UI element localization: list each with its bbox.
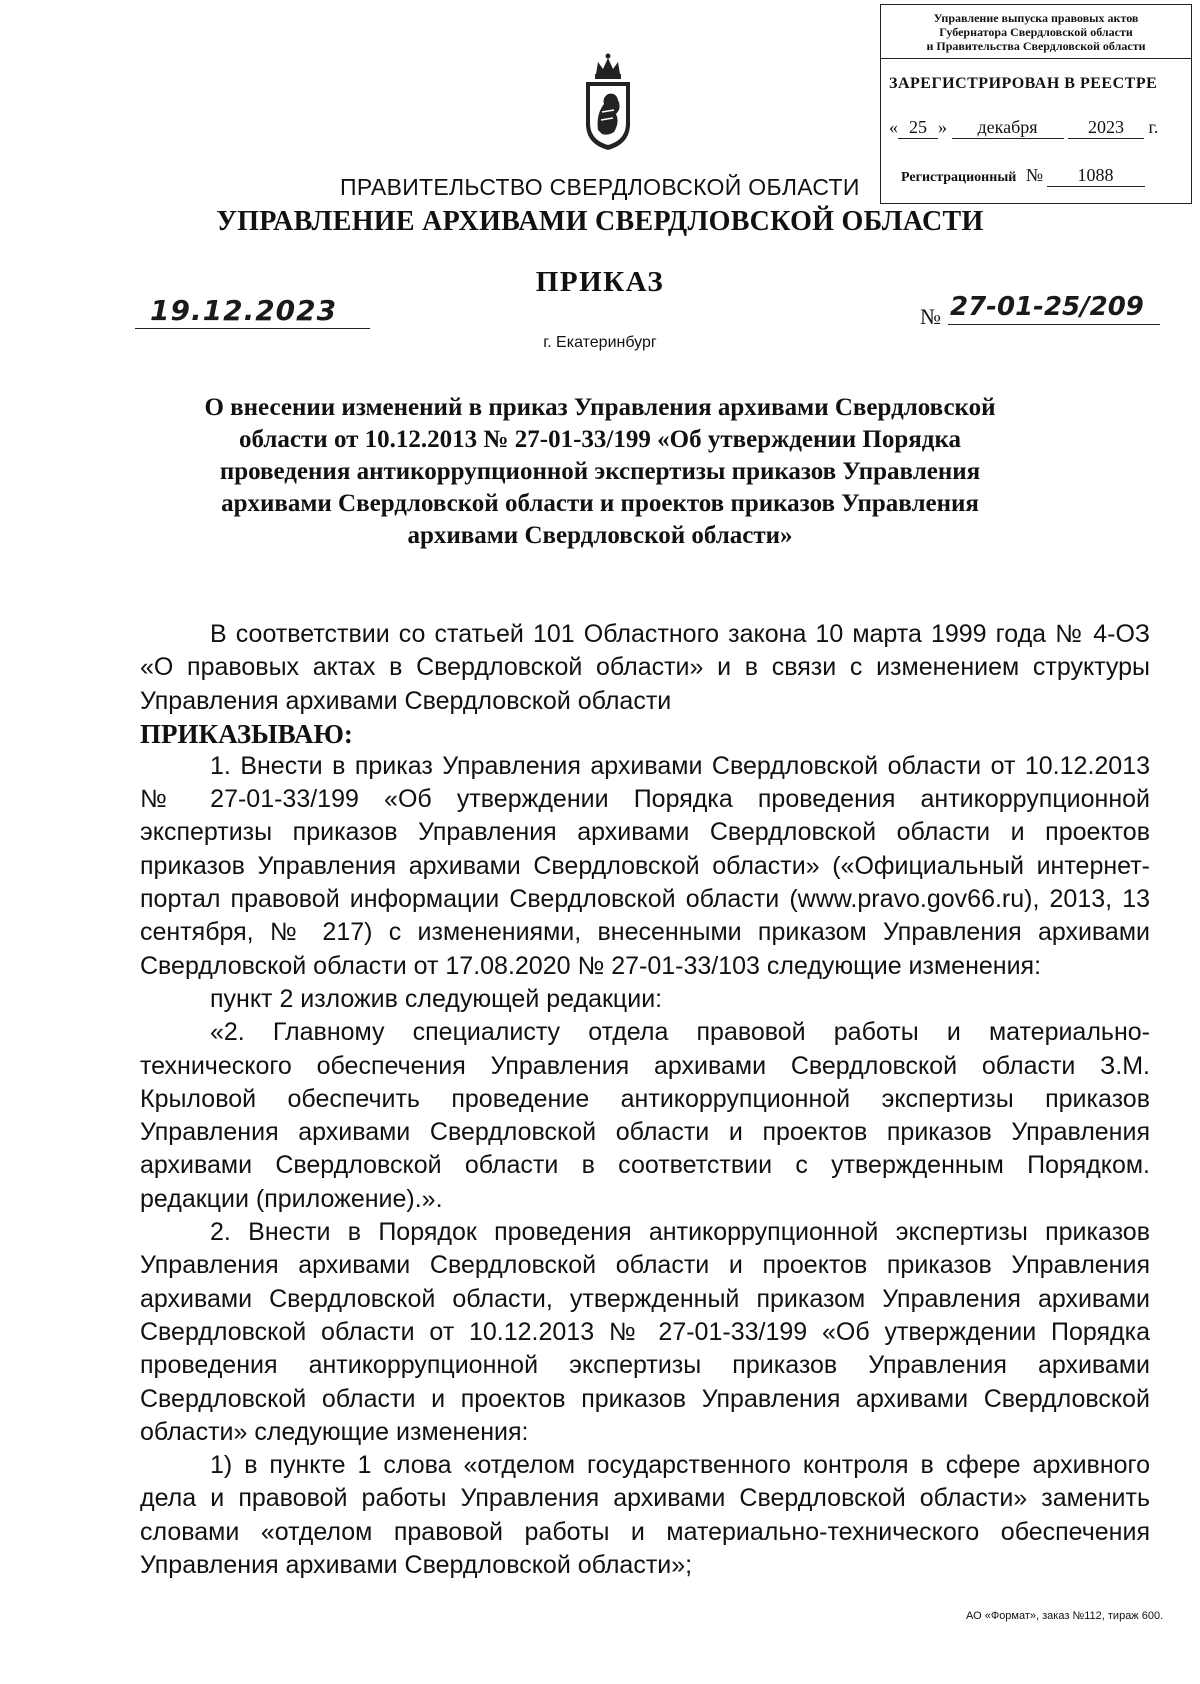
- government-name: ПРАВИТЕЛЬСТВО СВЕРДЛОВСКОЙ ОБЛАСТИ: [340, 174, 860, 200]
- stamp-reg-number: [901, 165, 1145, 187]
- stamp-header-line: Управление выпуска правовых актов: [933, 11, 1139, 25]
- city: г. Екатеринбург: [543, 334, 657, 351]
- number-underline: [948, 324, 1160, 325]
- registration-stamp: [880, 4, 1192, 204]
- preamble-paragraph: В соответствии со статьей 101 Областного закона 10 марта 1999 года № 4-ОЗ «О правовых актах в Свердловской области» и в связи с изменением структуры Управления архивами Свердловской области: [140, 620, 1150, 715]
- stamp-reg-number-value: 1088: [1047, 165, 1145, 187]
- stamp-date-year-suffix: г.: [1148, 117, 1159, 137]
- printer-footer: АО «Формат», заказ №112, тираж 600.: [966, 1610, 1164, 1622]
- handwritten-number: 27-01-25/209: [950, 292, 1144, 322]
- stamp-header-line: и Правительства Свердловской области: [926, 39, 1146, 53]
- stamp-date-year: 2023: [1068, 117, 1144, 139]
- handwritten-date: 19.12.2023: [150, 294, 338, 327]
- stamp-date: [889, 117, 1158, 139]
- number-label: №: [920, 304, 941, 329]
- item-1-sub-paragraph: пункт 2 изложив следующей редакции:: [210, 984, 663, 1013]
- coat-of-arms-icon: [578, 52, 638, 154]
- item-2-paragraph: 2. Внести в Порядок проведения антикоррупционной экспертизы приказов Управления архивами Свердловской области и проектов приказов Управления архивами Свердловской области, утвержденный приказом Управления архивами Свердловской области от 10.12.2013 № 27-01-33/199 «Об утверждении Порядка проведения антикоррупционной экспертизы приказов Управления архивами Свердловской области и проектов приказов Управления архивами Свердловской области» следующие изменения:: [140, 1218, 1150, 1446]
- department-name: УПРАВЛЕНИЕ АРХИВАМИ СВЕРДЛОВСКОЙ ОБЛАСТИ: [216, 206, 984, 237]
- date-underline: [135, 328, 370, 329]
- order-subject: О внесении изменений в приказ Управления архивами Свердловской области от 10.12.2013 № 27-01-33/199 «Об утверждении Порядка проведения антикоррупционной экспертизы приказов Управления архивами Свердловской области и проектов приказов Управления архивами Свердловской области»: [204, 394, 996, 549]
- stamp-date-close-quote: »: [938, 117, 947, 137]
- document-body: [140, 618, 1150, 1582]
- item-1-quote-paragraph: «2. Главному специалисту отдела правовой работы и материально-технического обеспечения Управления архивами Свердловской области З.М. Крыловой обеспечить проведение антикоррупционной экспертизы приказов Управления архивами Свердловской области и проектов приказов Управления архивами Свердловской области в соответствии с утвержденным Порядком. редакции (приложение).».: [140, 1018, 1150, 1213]
- item-2-sub-1-paragraph: 1) в пункте 1 слова «отделом государственного контроля в сфере архивного дела и правовой работы Управления архивами Свердловской области» заменить словами «отделом правовой работы и материально-технического обеспечения Управления архивами Свердловской области»;: [140, 1451, 1150, 1580]
- stamp-date-open-quote: «: [889, 117, 898, 137]
- stamp-reg-number-label: Регистрационный: [901, 170, 1017, 185]
- stamp-header-line: Губернатора Свердловской области: [939, 25, 1133, 39]
- document-type: ПРИКАЗ: [535, 266, 665, 298]
- order-word: ПРИКАЗЫВАЮ:: [140, 718, 353, 749]
- item-1-paragraph: 1. Внести в приказ Управления архивами Свердловской области от 10.12.2013 № 27-01-33/199 «Об утверждении Порядка проведения антикоррупционной экспертизы приказов Управления архивами Свердловской области и проектов приказов Управления архивами Свердловской области» («Официальный интернет-портал правовой информации Свердловской области (www.pravo.gov66.ru), 2013, 13 сентября, № 217) с изменениями, внесенными приказом Управления архивами Свердловской области от 17.08.2020 № 27-01-33/103 следующие изменения:: [140, 751, 1150, 980]
- stamp-registered-label: ЗАРЕГИСТРИРОВАН В РЕЕСТРЕ: [889, 75, 1158, 92]
- stamp-date-day: 25: [898, 117, 938, 139]
- stamp-header: [881, 5, 1191, 59]
- stamp-date-month: декабря: [952, 117, 1064, 139]
- stamp-reg-number-sign: №: [1025, 165, 1044, 185]
